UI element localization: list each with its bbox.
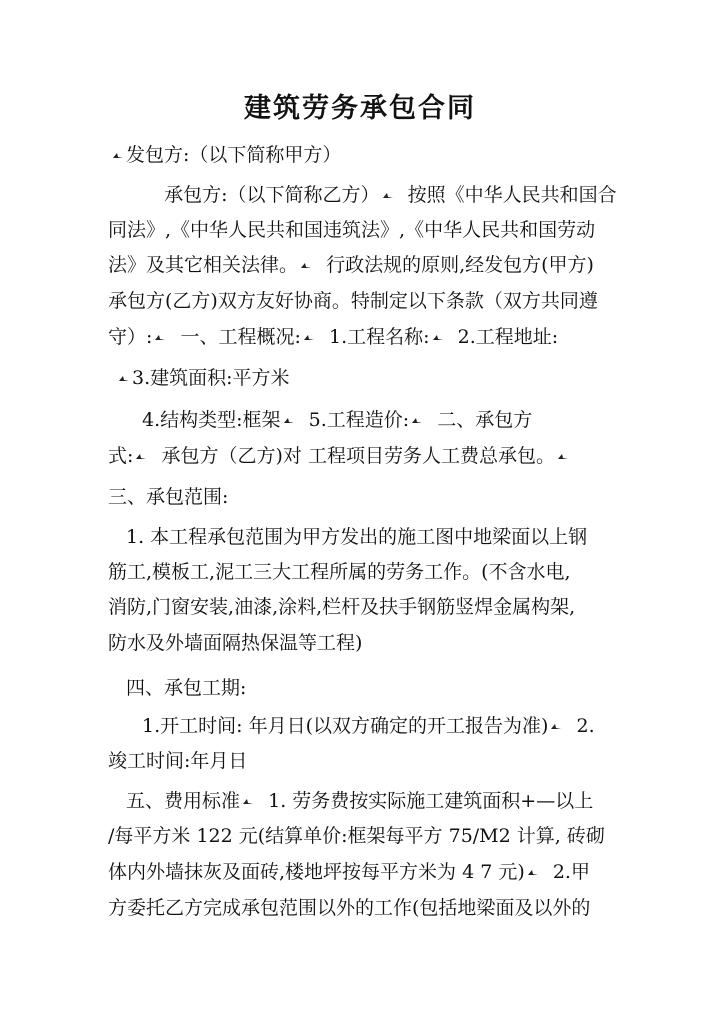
text-segment: 五、费用标准 [126, 790, 241, 812]
text-segment: 发包方:（以下简称甲方） [126, 144, 342, 166]
text-segment: 行政法规的原则,经发包方(甲方) [326, 254, 594, 276]
paragraph-mark-icon [300, 262, 312, 270]
paragraph-mark-icon [432, 334, 444, 342]
paragraph-mark-icon [154, 334, 166, 342]
text-line [108, 251, 628, 279]
text-segment: 筋工,模板工,泥工三大工程所属的劳务工作。(不含水电, [108, 561, 571, 583]
text-segment: 4.结构类型:框架 [142, 409, 281, 431]
text-line [108, 442, 628, 470]
text-segment: 消防,门窗安装,油漆,涂料,栏杆及扶手钢筋竖焊金属构架, [108, 596, 576, 618]
text-line [108, 483, 628, 511]
text-segment: 防水及外墙面隔热保温等工程) [108, 632, 363, 654]
paragraph-mark-icon [382, 192, 394, 200]
text-segment: 1.开工时间: 年月日(以双方确定的开工报告为准) [142, 715, 549, 737]
paragraph-mark-icon [550, 723, 562, 731]
text-segment: 守）: [108, 326, 153, 348]
text-segment: 按照《中华人民共和国合 [407, 184, 617, 206]
paragraph-mark-icon [242, 798, 254, 806]
text-segment: 体内外墙抹灰及面砖,楼地坪按每平方米为 4 7 元) [108, 861, 525, 883]
text-segment: 2. [576, 715, 595, 737]
text-segment: 1. 本工程承包范围为甲方发出的施工图中地梁面以上钢 [126, 526, 588, 548]
paragraph-mark-icon [118, 375, 130, 383]
text-segment: 2.甲 [552, 861, 590, 883]
text-segment: 法》及其它相关法律。 [108, 254, 299, 276]
text-line [142, 406, 662, 434]
text-line [116, 364, 636, 392]
paragraph-mark-icon [303, 334, 315, 342]
text-segment: 二、承包方 [437, 409, 533, 431]
text-line [108, 216, 628, 244]
text-segment: 方委托乙方完成承包范围以外的工作(包括地梁面及以外的 [108, 897, 591, 919]
paragraph-mark-icon [135, 453, 147, 461]
text-segment: 3.建筑面积:平方米 [132, 367, 290, 389]
text-line [108, 858, 628, 886]
paragraph-mark-icon [411, 417, 423, 425]
text-line [108, 894, 628, 922]
text-segment: 竣工时间:年月日 [108, 750, 248, 772]
text-segment: 三、承包范围: [108, 486, 229, 508]
paragraph-mark-icon [283, 417, 295, 425]
text-line [126, 523, 646, 551]
text-segment: 5.工程造价: [308, 409, 410, 431]
text-segment: /每平方米 122 元(结算单价:框架每平方 75/M2 计算, 砖砌 [108, 825, 605, 847]
text-segment: 四、承包工期: [126, 677, 247, 699]
text-line [126, 674, 646, 702]
text-segment: 承包方:（以下简称乙方） [164, 184, 380, 206]
text-segment: 2.工程地址: [457, 326, 559, 348]
text-line [108, 747, 628, 775]
text-line [146, 181, 666, 209]
paragraph-mark-icon [112, 152, 124, 160]
text-segment: 1. 劳务费按实际施工建筑面积+—以上 [268, 790, 594, 812]
text-segment: 承包方（乙方)对 工程项目劳务人工费总承包。 [161, 445, 555, 467]
text-line [108, 822, 628, 850]
text-line [108, 323, 628, 351]
text-segment: 式: [108, 445, 134, 467]
paragraph-mark-icon [557, 453, 569, 461]
text-line [108, 287, 628, 315]
text-segment: 承包方(乙方)双方友好协商。特制定以下条款（双方共同遵 [108, 290, 598, 312]
text-line [126, 787, 646, 815]
text-line [142, 712, 662, 740]
document-title: 建筑劳务承包合同 [244, 93, 476, 124]
text-segment: 一、工程概况: [180, 326, 301, 348]
text-segment: 同法》,《中华人民共和国违筑法》,《中华人民共和国劳动 [108, 219, 596, 241]
text-line [108, 629, 628, 657]
text-line [110, 141, 630, 169]
text-line [108, 558, 628, 586]
text-line [108, 593, 628, 621]
paragraph-mark-icon [527, 869, 539, 877]
text-segment: 1.工程名称: [329, 326, 430, 348]
